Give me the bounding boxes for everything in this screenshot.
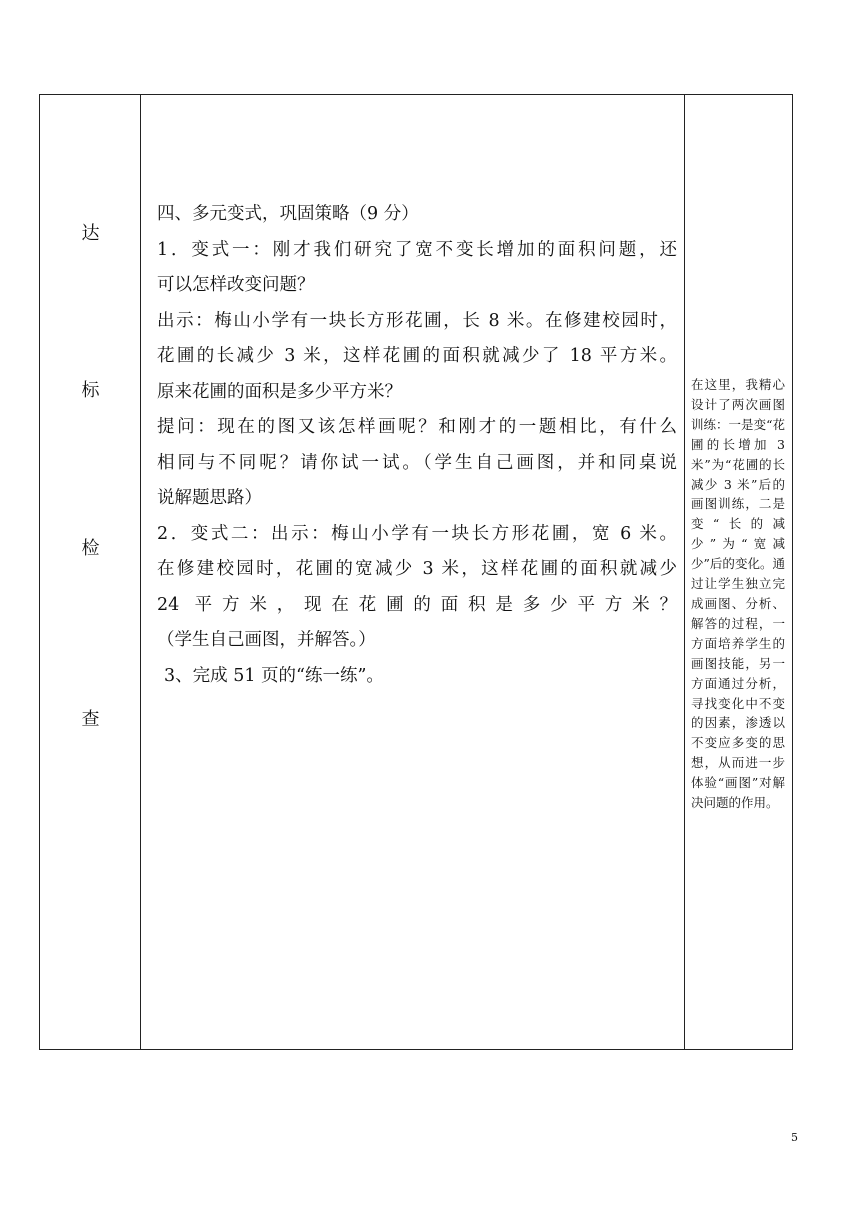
lesson-plan-table (39, 94, 793, 1050)
item3: 3、完成 51 页的“练一练”。 (164, 665, 384, 686)
section-heading: 四、多元变式，巩固策略（9 分） (157, 204, 419, 224)
stage-char-3: 检 (81, 538, 100, 559)
item1-line1: 1．变式一：刚才我们研究了宽不变长增加的面积问题，还 (157, 239, 677, 260)
teaching-content-column (141, 95, 685, 1049)
show1-line3: 原来花圃的面积是多少平方米？ (157, 381, 402, 402)
show1-line2: 花圃的长减少 3 米，这样花圃的面积就减少了 18 平方米。 (157, 346, 677, 366)
item2-line1: 2．变式二：出示：梅山小学有一块长方形花圃，宽 6 米。 (157, 523, 677, 544)
teaching-content (157, 197, 677, 694)
ask-line2: 相同与不同呢？请你试一试。（学生自己画图，并和同桌说 (157, 452, 677, 473)
stage-char-4: 查 (81, 709, 100, 730)
design-note: 在这里，我精心设计了两次画图训练：一是变“花圃的长增加 3 米”为“花圃的长减少 3 米”后的画图训练，二是变“长的减少”为“宽减少”后的变化。通过让学生独立完成画图、分析、解答的过程，一方面培养学生的画图技能，另一方面通过分析，寻找变化中不变的因素，渗透以不变应多变的思想，从而进一步体验“画图”对解决问题的作用。 (691, 377, 785, 811)
show1-line1: 出示：梅山小学有一块长方形花圃，长 8 米。在修建校园时， (157, 310, 677, 331)
item2-line3: 24 平方米，现在花圃的面积是多少平方米？ (157, 594, 677, 615)
stage-column (40, 95, 141, 1049)
stage-char-1: 达 (81, 223, 100, 244)
stage-char-2: 标 (81, 380, 100, 401)
page-number: 5 (791, 1131, 798, 1144)
item2-line4: （学生自己画图，并解答。） (157, 630, 376, 650)
item1-line2: 可以怎样改变问题？ (157, 275, 315, 295)
ask-line3: 说解题思路） (157, 488, 262, 508)
item2-line2: 在修建校园时，花圃的宽减少 3 米，这样花圃的面积就减少 (157, 559, 677, 579)
ask-line1: 提问：现在的图又该怎样画呢？和刚才的一题相比，有什么 (157, 417, 677, 437)
design-note-column (685, 95, 792, 1049)
